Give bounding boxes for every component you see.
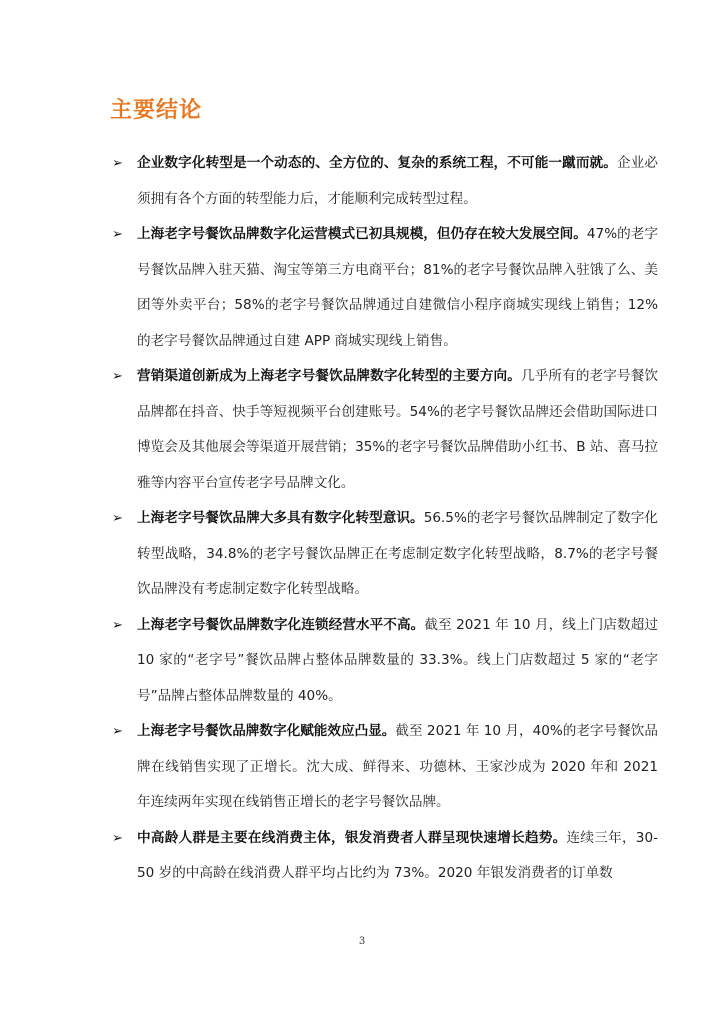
arrow-bullet-icon: ➢ — [112, 227, 123, 242]
arrow-bullet-icon: ➢ — [112, 617, 123, 633]
item-body-text: 几乎所有的老字号餐饮品牌都在抖音、快手等短视频平台创建账号。54%的老字号餐饮品牌还会借助国际进口博览会及其他展会等渠道开展营销；35%的老字号餐饮品牌借助小红书、B 站、喜马拉雅等内容平台宣传老字号品牌文化。 — [137, 368, 659, 491]
arrow-bullet-icon: ➢ — [112, 511, 123, 526]
item-body-text: 56.5%的老字号餐饮品牌制定了数字化转型战略，34.8%的老字号餐饮品牌正在考虑制定数字化转型战略，8.7%的老字号餐饮品牌没有考虑制定数字化转型战略。 — [137, 510, 658, 597]
item-bold-lead: 上海老字号餐饮品牌数字化运营模式已初具规模，但仍存在较大发展空间。 — [137, 226, 587, 242]
item-bold-lead: 中高龄人群是主要在线消费主体，银发消费者人群呈现快速增长趋势。 — [137, 829, 567, 846]
item-bold-lead: 上海老字号餐饮品牌数字化连锁经营水平不高。 — [137, 616, 425, 633]
arrow-bullet-icon: ➢ — [112, 369, 123, 384]
item-body-text: 截至 2021 年 10 月，线上门店数超过 10 家的“老字号”餐饮品牌占整体品牌数量的 33.3%。线上门店数超过 5 家的“老字号”品牌占整体品牌数量的 40%。 — [137, 616, 659, 704]
item-bold-lead: 上海老字号餐饮品牌大多具有数字化转型意识。 — [137, 510, 424, 526]
item-body-text: 企业必须拥有各个方面的转型能力后，才能顺利完成转型过程。 — [137, 155, 659, 207]
arrow-bullet-icon: ➢ — [112, 724, 123, 739]
item-body-text: 47%的老字号餐饮品牌入驻天猫、淘宝等第三方电商平台；81%的老字号餐饮品牌入驻饿了么、美团等外卖平台；58%的老字号餐饮品牌通过自建微信小程序商城实现线上销售；12%的老字号餐饮品牌通过自建 APP 商城实现线上销售。 — [137, 226, 659, 349]
arrow-bullet-icon: ➢ — [112, 156, 123, 171]
item-body-text: 连续三年，30-50 岁的中高龄在线消费人群平均占比约为 73%。2020 年银发消费者的订单数 — [137, 829, 659, 881]
item-bold-lead: 营销渠道创新成为上海老字号餐饮品牌数字化转型的主要方向。 — [137, 368, 521, 384]
list-item — [110, 608, 658, 715]
list-item — [110, 714, 658, 821]
item-bold-lead: 上海老字号餐饮品牌数字化赋能效应凸显。 — [137, 723, 396, 739]
section-heading: 主要结论 — [110, 98, 203, 123]
list-item — [110, 501, 658, 608]
item-body-text: 截至 2021 年 10 月，40%的老字号餐饮品牌在线销售实现了正增长。沈大成、鲜得来、功德林、王家沙成为 2020 年和 2021 年连续两年实现在线销售正增长的老字号餐饮品牌。 — [137, 723, 658, 810]
list-item — [110, 146, 658, 217]
list-item — [110, 217, 658, 359]
arrow-bullet-icon: ➢ — [112, 830, 123, 846]
list-item — [110, 821, 658, 892]
page-number: 3 — [358, 936, 366, 947]
item-bold-lead: 企业数字化转型是一个动态的、全方位的、复杂的系统工程，不可能一蹴而就。 — [137, 155, 617, 171]
conclusion-list — [110, 146, 658, 892]
list-item — [110, 359, 658, 501]
